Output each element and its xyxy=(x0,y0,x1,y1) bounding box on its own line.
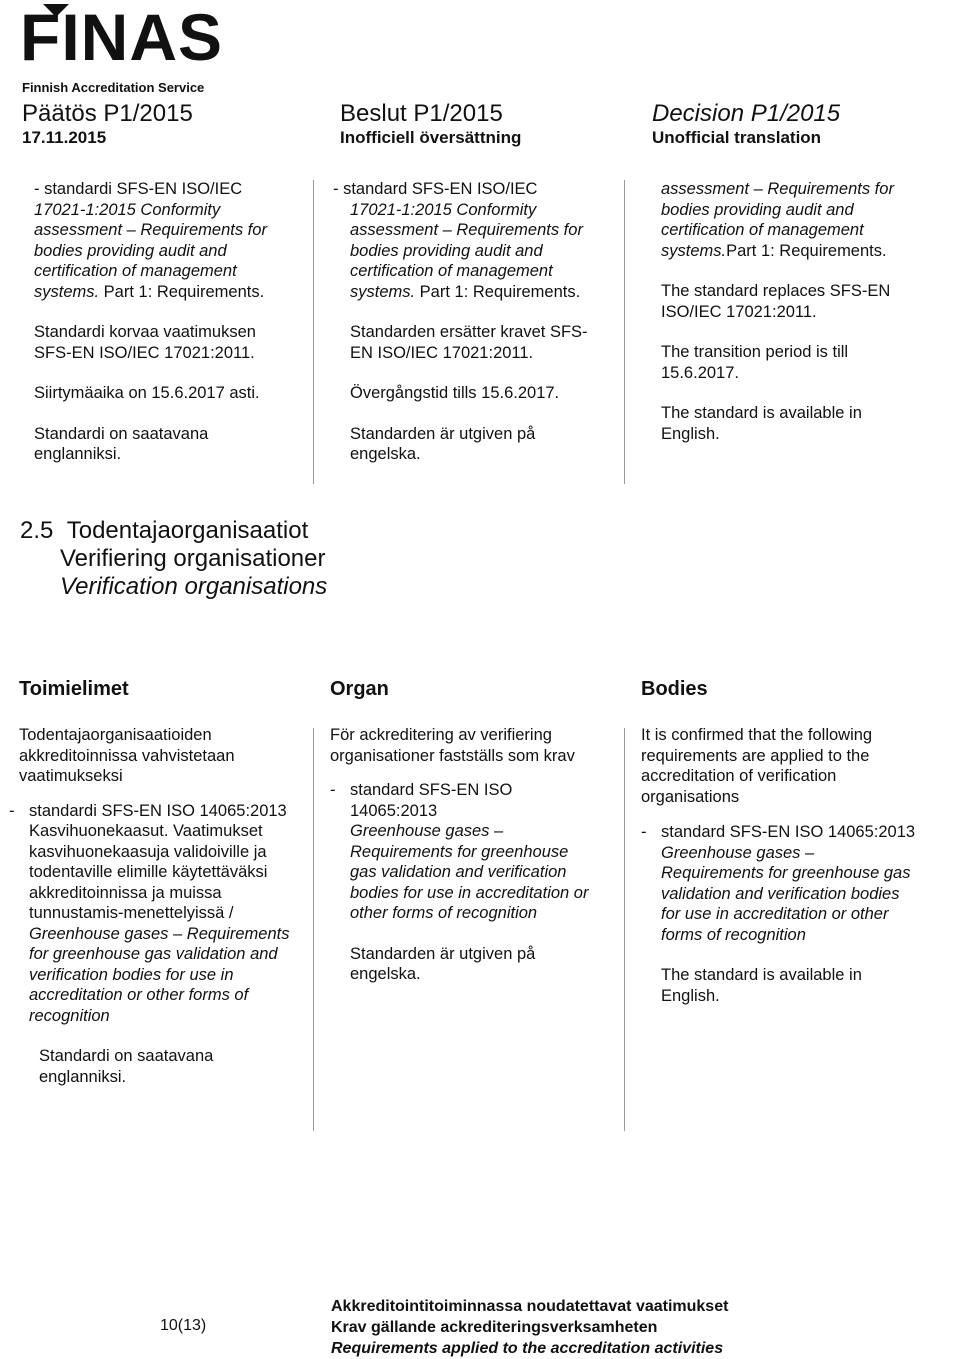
bottom-column-fi xyxy=(9,725,304,1107)
logo-text: FINAS xyxy=(20,0,223,74)
column-divider xyxy=(624,728,625,1131)
standard-paragraph: assessment – Requirements for bodies providing audit and certification of management systems.Part 1: Requirements. xyxy=(661,180,894,260)
column-head-sv: Organ xyxy=(330,678,389,700)
replaces-paragraph: Standardi korvaa vaatimuksen SFS-EN ISO/IEC 17021:2011. xyxy=(34,323,256,362)
footer-text: Akkreditointitoiminnassa noudatettavat vaatimukset Krav gällande ackrediteringsverksamheten Requirements applied to the accreditation activities xyxy=(331,1298,729,1357)
availability-paragraph: Standardi on saatavana englanniksi. xyxy=(34,424,209,463)
subtitle-sv: Inofficiell översättning xyxy=(340,128,522,147)
replaces-paragraph: Standarden ersätter kravet SFS-EN ISO/IEC 17021:2011. xyxy=(350,323,588,362)
standard-bullet: - standardi SFS-EN ISO 14065:2013 Kasvihuonekaasut. Vaatimukset kasvihuonekaasuja validoiville ja todentaville elimille käytettäväksi akkreditoinnissa ja muissa tunnustamis-menettelyissä / Greenhouse gases – Requirements for greenhouse gas validation and verification bodies for use in accreditation or other forms of recognition xyxy=(9,801,290,1025)
section-heading xyxy=(20,517,327,601)
document-date: 17.11.2015 xyxy=(22,128,107,147)
intro-paragraph: It is confirmed that the following requirements are applied to the accreditation of verification organisations xyxy=(641,726,873,806)
logo-subtitle: Finnish Accreditation Service xyxy=(22,80,205,95)
top-column-sv xyxy=(333,179,613,485)
transition-paragraph: Övergångstid tills 15.6.2017. xyxy=(350,384,560,402)
standard-paragraph: - standard SFS-EN ISO/IEC 17021-1:2015 Conformity assessment – Requirements for bodies providing audit and certification of management systems. Part 1: Requirements. xyxy=(333,180,583,301)
transition-paragraph: The transition period is till 15.6.2017. xyxy=(661,343,849,382)
intro-paragraph: Todentajaorganisaatioiden akkreditoinnissa vahvistetaan vaatimukseksi xyxy=(19,726,235,785)
logo-chevron-icon xyxy=(43,4,69,17)
intro-paragraph: För ackreditering av verifiering organisationer fastställs som krav xyxy=(330,726,575,765)
title-fi: Päätös P1/2015 xyxy=(22,100,193,127)
section-title-sv: Verifiering organisationer xyxy=(60,545,326,572)
standard-bullet: - standard SFS-EN ISO 14065:2013 Greenhouse gases – Requirements for greenhouse gas validation and verification bodies for use in accreditation or other forms of recognition xyxy=(330,781,589,922)
bottom-column-sv xyxy=(330,725,615,1005)
column-divider xyxy=(313,180,314,484)
top-column-fi xyxy=(34,179,304,485)
availability-paragraph: Standarden är utgiven på engelska. xyxy=(350,424,536,463)
title-en: Decision P1/2015 xyxy=(652,100,841,127)
top-column-en xyxy=(661,179,931,464)
availability-paragraph: The standard is available in English. xyxy=(661,966,862,1005)
transition-paragraph: Siirtymäaika on 15.6.2017 asti. xyxy=(34,384,260,402)
section-title-en: Verification organisations xyxy=(60,573,328,600)
availability-paragraph: Standarden är utgiven på engelska. xyxy=(350,944,536,983)
column-head-fi: Toimielimet xyxy=(19,678,129,700)
page-number: 10(13) xyxy=(160,1317,207,1334)
column-head-en: Bodies xyxy=(641,678,708,700)
standard-paragraph: - standardi SFS-EN ISO/IEC 17021-1:2015 Conformity assessment – Requirements for bodies providing audit and certification of management systems. Part 1: Requirements. xyxy=(34,180,267,301)
replaces-paragraph: The standard replaces SFS-EN ISO/IEC 17021:2011. xyxy=(661,282,891,321)
section-number: 2.5 xyxy=(20,517,54,544)
subtitle-en: Unofficial translation xyxy=(652,128,822,147)
availability-paragraph: Standardi on saatavana englanniksi. xyxy=(39,1047,214,1086)
bottom-column-en xyxy=(641,725,931,1026)
column-divider xyxy=(313,728,314,1131)
standard-bullet: - standard SFS-EN ISO 14065:2013 Greenhouse gases – Requirements for greenhouse gas validation and verification bodies for use in accreditation or other forms of recognition xyxy=(641,823,916,944)
section-title-fi: Todentajaorganisaatiot xyxy=(66,517,309,544)
title-sv: Beslut P1/2015 xyxy=(340,100,503,127)
column-divider xyxy=(624,180,625,484)
availability-paragraph: The standard is available in English. xyxy=(661,404,862,443)
